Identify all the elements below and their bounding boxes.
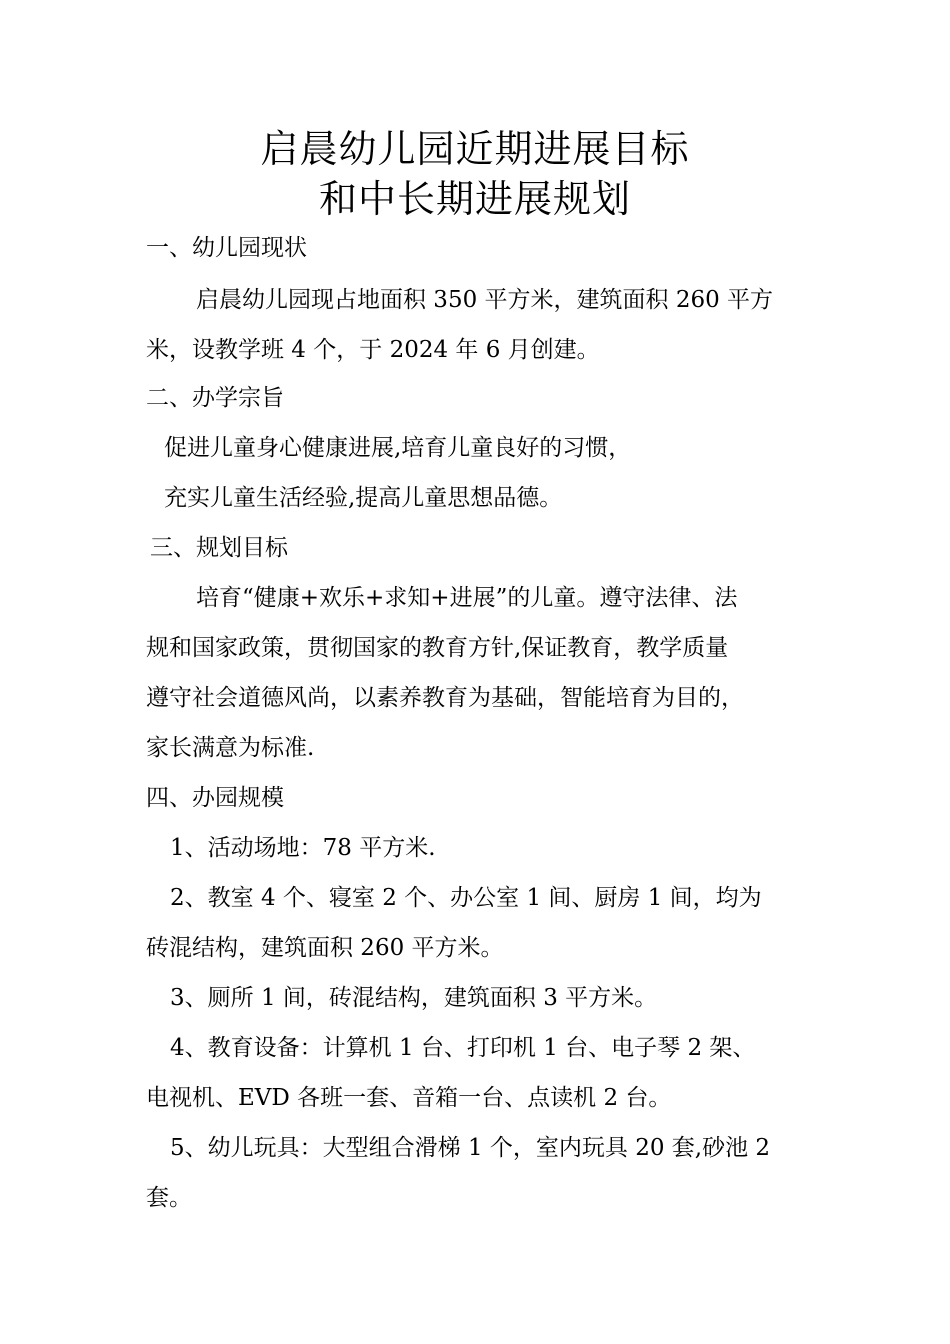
paragraph-line: 遵守社会道德风尚，以素养教育为基础，智能培育为目的， <box>146 685 744 711</box>
list-item-continuation: 套。 <box>146 1185 192 1211</box>
list-item: 2、教室 4 个、寝室 2 个、办公室 1 间、厨房 1 间，均为 <box>170 885 762 911</box>
paragraph-line: 米，设教学班 4 个，于 2024 年 6 月创建。 <box>146 337 600 363</box>
paragraph-line: 促进儿童身心健康进展,培育儿童良好的习惯， <box>164 435 632 461</box>
section-heading-scale: 四、办园规模 <box>146 785 284 811</box>
document-title-line-2: 和中长期进展规划 <box>318 177 631 221</box>
section-heading-purpose: 二、办学宗旨 <box>146 385 284 411</box>
document-title-line-1: 启晨幼儿园近期进展目标 <box>260 127 690 171</box>
list-item-continuation: 砖混结构，建筑面积 260 平方米。 <box>146 935 504 961</box>
paragraph-line: 充实儿童生活经验,提高儿童思想品德。 <box>164 485 563 511</box>
paragraph-line: 启晨幼儿园现占地面积 350 平方米，建筑面积 260 平方 <box>196 287 774 313</box>
list-item: 1、活动场地：78 平方米. <box>170 835 436 861</box>
paragraph-line: 家长满意为标准. <box>146 735 315 761</box>
paragraph-line: 规和国家政策，贯彻国家的教育方针,保证教育，教学质量 <box>146 635 729 661</box>
section-heading-goals: 三、规划目标 <box>150 535 288 561</box>
section-heading-status: 一、幼儿园现状 <box>146 235 307 261</box>
list-item: 3、厕所 1 间，砖混结构，建筑面积 3 平方米。 <box>170 985 658 1011</box>
list-item-continuation: 电视机、EVD 各班一套、音箱一台、点读机 2 台。 <box>146 1085 672 1111</box>
paragraph-line: 培育“健康+欢乐+求知+进展”的儿童。遵守法律、法 <box>196 585 738 611</box>
list-item: 5、幼儿玩具：大型组合滑梯 1 个，室内玩具 20 套,砂池 2 <box>170 1135 771 1161</box>
list-item: 4、教育设备：计算机 1 台、打印机 1 台、电子琴 2 架、 <box>170 1035 756 1061</box>
